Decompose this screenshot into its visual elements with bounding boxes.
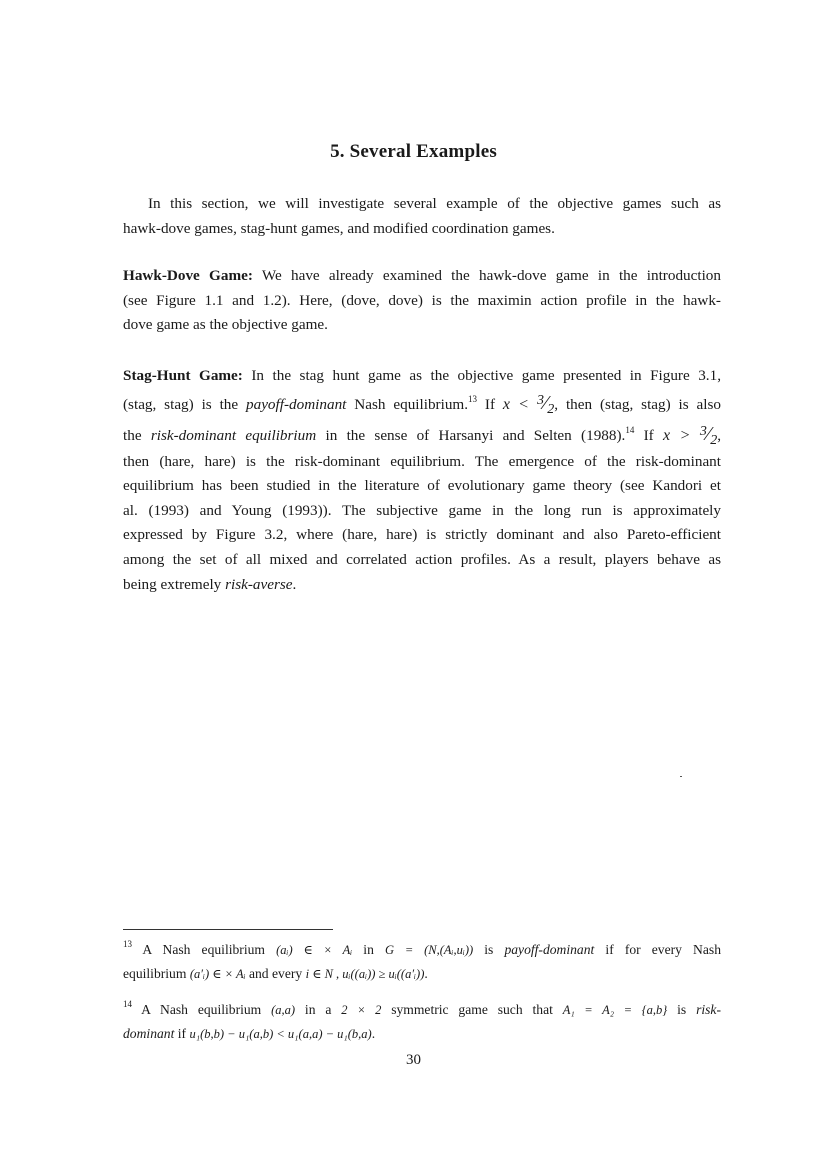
hawk-dove-line-3: dove game as the objective game.: [123, 316, 328, 333]
scan-speck: [680, 776, 682, 777]
footnote-14: [123, 998, 721, 1046]
footnote-separator: [123, 929, 333, 930]
intro-line-2: hawk-dove games, stag-hunt games, and modified coordination games.: [123, 219, 555, 237]
footnote-13: [123, 938, 721, 986]
stag-hunt-line-8: among the set of all mixed and correlated action profiles. As a result, players behave as: [123, 550, 721, 568]
stag-hunt-line-2: (stag, stag) is the payoff-dominant Nash equilibrium.$^{13}$ If x < 3⁄2, then (stag, stag) is also: [123, 391, 722, 417]
page-number: 30: [406, 1052, 421, 1068]
footnote-14-marker[interactable]: 14: [625, 424, 635, 435]
footnote-13-line-1: $^{13}$ A Nash equilibrium (aᵢ) ∈ × Aᵢ in G = (N,(Aᵢ,uᵢ)) is payoff-dominant if for every Nash: [123, 939, 721, 957]
stag-hunt-line-1: Stag-Hunt Game: In the stag hunt game as the objective game presented in Figure 3.1,: [123, 367, 721, 384]
footnote-13-marker[interactable]: 13: [468, 393, 478, 404]
footnote-14-line-2: dominant if u₁(b,b) − u₁(a,b) < u₁(a,a) − u₁(b,a).: [123, 1026, 376, 1041]
hawk-dove-heading: Hawk-Dove Game:: [123, 267, 253, 284]
stag-hunt-line-7: expressed by Figure 3.2, where (hare, hare) is strictly dominant and also Pareto-efficient: [123, 526, 721, 544]
stag-hunt-heading: Stag-Hunt Game:: [123, 367, 243, 384]
condition-x-greater: x > 3⁄2: [663, 422, 718, 448]
stag-hunt-line-6: al. (1993) and Young (1993)). The subjective game in the long run is approximately: [123, 501, 721, 519]
stag-hunt-line-4: then (hare, hare) is the risk-dominant equilibrium. The emergence of the risk-dominant: [123, 452, 721, 470]
payoff-dominant-term: payoff-dominant: [246, 395, 347, 413]
hawk-dove-line-2: (see Figure 1.1 and 1.2). Here, (dove, dove) is the maximin action profile in the hawk-: [123, 291, 721, 309]
footnote-13-line-2: equilibrium (a′ᵢ) ∈ × Aᵢ and every i ∈ N , uᵢ((aᵢ)) ≥ uᵢ((a′ᵢ)).: [123, 966, 428, 981]
risk-averse-term: risk-averse: [225, 575, 293, 593]
stag-hunt-paragraph: [123, 364, 721, 597]
stag-hunt-line-9: being extremely risk-averse.: [123, 575, 297, 593]
intro-paragraph: [123, 192, 721, 241]
stag-hunt-line-3: the risk-dominant equilibrium in the sense of Harsanyi and Selten (1988).$^{14}$ If x > 3⁄2,: [123, 422, 722, 448]
hawk-dove-line-1: Hawk-Dove Game: We have already examined the hawk-dove game in the introduction: [123, 267, 721, 284]
risk-dominant-term: risk-dominant equilibrium: [150, 426, 317, 444]
section-title: 5. Several Examples: [330, 141, 497, 162]
hawk-dove-paragraph: [123, 264, 721, 338]
condition-x-less: x < 3⁄2: [502, 391, 555, 417]
stag-hunt-line-5: equilibrium has been studied in the literature of evolutionary game theory (see Kandori et: [123, 477, 721, 495]
footnote-14-line-1: $^{14}$ A Nash equilibrium (a,a) in a 2 × 2 symmetric game such that A₁ = A₂ = {a,b} is risk-: [123, 999, 721, 1017]
intro-line-1: In this section, we will investigate several example of the objective games such as: [148, 195, 721, 212]
